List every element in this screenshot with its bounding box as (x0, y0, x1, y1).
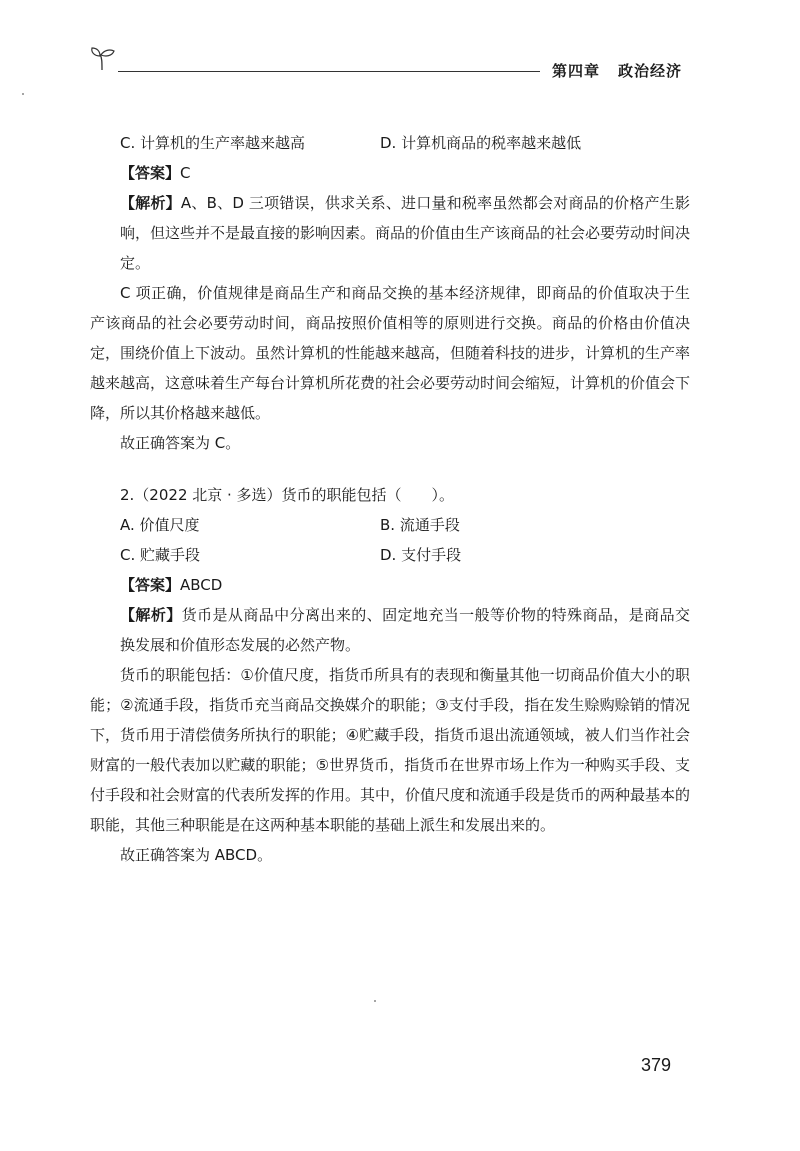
analysis-text: A、B、D 三项错误，供求关系、进口量和税率虽然都会对商品的价格产生影响，但这些并不是最直接的影响因素。商品的价值由生产该商品的社会必要劳动时间决定。 (120, 194, 691, 272)
analysis-tag: 【解析】 (120, 606, 182, 624)
analysis-text: 货币是从商品中分离出来的、固定地充当一般等价物的特殊商品，是商品交换发展和价值形态发展的必然产物。 (120, 606, 690, 654)
q2-conclusion: 故正确答案为 ABCD。 (120, 846, 273, 864)
sprout-icon (88, 44, 118, 72)
q2-analysis-1 (90, 600, 690, 660)
analysis-tag: 【解析】 (120, 194, 181, 212)
scan-speck (374, 1000, 376, 1002)
q2-option-d: D. 支付手段 (380, 546, 462, 564)
q1-conclusion: 故正确答案为 C。 (120, 434, 241, 452)
q1-option-d: D. 计算机商品的税率越来越低 (380, 134, 582, 152)
q1-options-row (120, 128, 690, 158)
q2-options-row-1 (120, 510, 690, 540)
q1-option-c: C. 计算机的生产率越来越高 (120, 134, 306, 152)
q2-stem: 2.（2022 北京 · 多选）货币的职能包括（ ）。 (120, 486, 455, 504)
q2-option-a: A. 价值尺度 (120, 516, 200, 534)
q1-analysis-2: C 项正确，价值规律是商品生产和商品交换的基本经济规律，即商品的价值取决于生产该商品的社会必要劳动时间，商品按照价值相等的原则进行交换。商品的价格由价值决定，围绕价值上下波动。虽然计算机的性能越来越高，但随着科技的进步，计算机的生产率越来越高，这意味着生产每台计算机所花费的社会必要劳动时间会缩短，计算机的价值会下降，所以其价格越来越低。 (90, 284, 691, 422)
q2-answer (120, 570, 690, 600)
header-rule (118, 71, 540, 72)
q1-answer (120, 158, 690, 188)
chapter-title: 政治经济 (618, 62, 683, 80)
q2-option-b: B. 流通手段 (380, 516, 460, 534)
answer-value: ABCD (180, 576, 223, 594)
q2-options-row-2 (120, 540, 690, 570)
page-header (0, 0, 800, 90)
chapter-heading (552, 60, 682, 81)
page-number: 379 (641, 1055, 672, 1075)
scan-speck (22, 93, 24, 95)
q2-analysis-2: 货币的职能包括：①价值尺度，指货币所具有的表现和衡量其他一切商品价值大小的职能；②流通手段，指货币充当商品交换媒介的职能；③支付手段，指在发生赊购赊销的情况下，货币用于清偿债务所执行的职能；④贮藏手段，指货币退出流通领域，被人们当作社会财富的一般代表加以贮藏的职能；⑤世界货币，指货币在世界市场上作为一种购买手段、支付手段和社会财富的代表所发挥的作用。其中，价值尺度和流通手段是货币的两种最基本的职能，其他三种职能是在这两种基本职能的基础上派生和发展出来的。 (90, 666, 691, 834)
answer-value: C (180, 164, 191, 182)
page-content (90, 128, 691, 870)
q2-option-c: C. 贮藏手段 (120, 546, 201, 564)
answer-tag: 【答案】 (120, 576, 181, 594)
answer-tag: 【答案】 (120, 164, 181, 182)
q1-analysis-1 (90, 188, 690, 278)
chapter-number: 第四章 (552, 62, 601, 80)
